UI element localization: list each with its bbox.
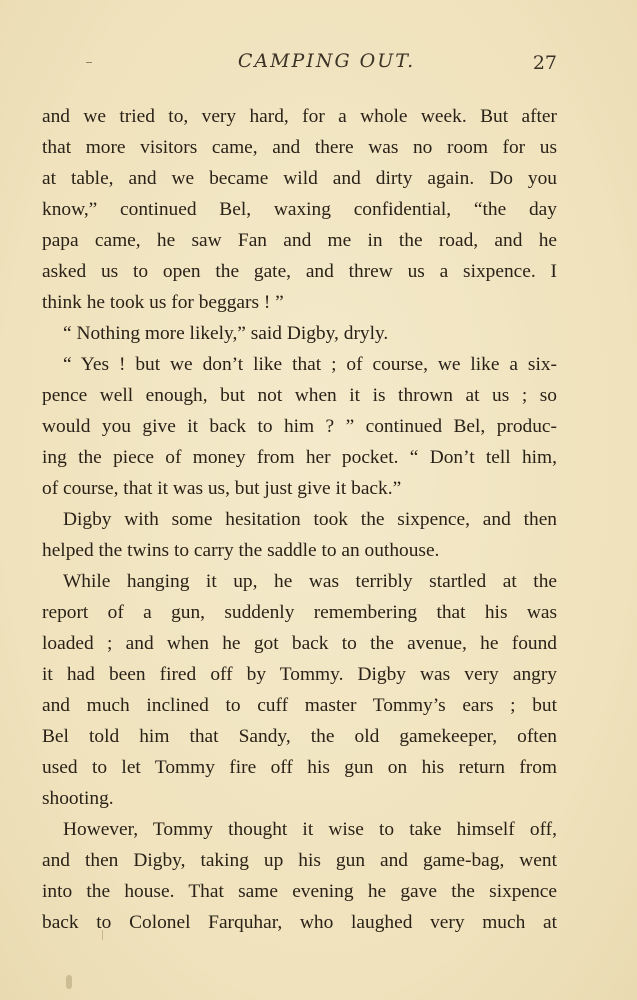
running-head: CAMPING OUT. bbox=[237, 50, 416, 72]
gutter-mark bbox=[102, 930, 103, 940]
text-line: and much inclined to cuff master Tommy’s ears ; but bbox=[42, 695, 557, 716]
text-line: “ Yes ! but we don’t like that ; of course, we like a six- bbox=[63, 354, 557, 375]
text-line: back to Colonel Farquhar, who laughed very much at bbox=[42, 912, 557, 933]
text-line: at table, and we became wild and dirty again. Do you bbox=[42, 168, 557, 189]
text-line: that more visitors came, and there was no room for us bbox=[42, 137, 557, 158]
text-line: pence well enough, but not when it is thrown at us ; so bbox=[42, 385, 557, 406]
text-line: used to let Tommy fire off his gun on his return from bbox=[42, 757, 557, 778]
body-text bbox=[42, 101, 557, 938]
text-line: of course, that it was us, but just give it back.” bbox=[42, 478, 402, 499]
text-line: shooting. bbox=[42, 788, 114, 809]
text-line: into the house. That same evening he gave the sixpence bbox=[42, 881, 557, 902]
text-line: would you give it back to him ? ” continued Bel, produc- bbox=[42, 416, 557, 437]
page-header bbox=[0, 50, 637, 80]
text-line: However, Tommy thought it wise to take himself off, bbox=[63, 819, 557, 840]
text-line: and we tried to, very hard, for a whole week. But after bbox=[42, 106, 557, 127]
text-line: helped the twins to carry the saddle to an outhouse. bbox=[42, 540, 440, 561]
text-line: papa came, he saw Fan and me in the road, and he bbox=[42, 230, 557, 251]
text-line: Digby with some hesitation took the sixpence, and then bbox=[63, 509, 557, 530]
text-line: think he took us for beggars ! ” bbox=[42, 292, 284, 313]
text-line: asked us to open the gate, and threw us a sixpence. I bbox=[42, 261, 557, 282]
text-line: Bel told him that Sandy, the old gamekeeper, often bbox=[42, 726, 557, 747]
text-line: and then Digby, taking up his gun and game-bag, went bbox=[42, 850, 557, 871]
text-line: While hanging it up, he was terribly startled at the bbox=[63, 571, 557, 592]
text-line: report of a gun, suddenly remembering that his was bbox=[42, 602, 557, 623]
text-line: ing the piece of money from her pocket. “ Don’t tell him, bbox=[42, 447, 557, 468]
text-line: “ Nothing more likely,” said Digby, dryly. bbox=[63, 323, 389, 344]
text-line: know,” continued Bel, waxing confidential, “the day bbox=[42, 199, 557, 220]
text-line: loaded ; and when he got back to the avenue, he found bbox=[42, 633, 557, 654]
text-line: it had been fired off by Tommy. Digby was very angry bbox=[42, 664, 557, 685]
page-number: 27 bbox=[532, 52, 557, 74]
page-smudge bbox=[66, 975, 72, 989]
